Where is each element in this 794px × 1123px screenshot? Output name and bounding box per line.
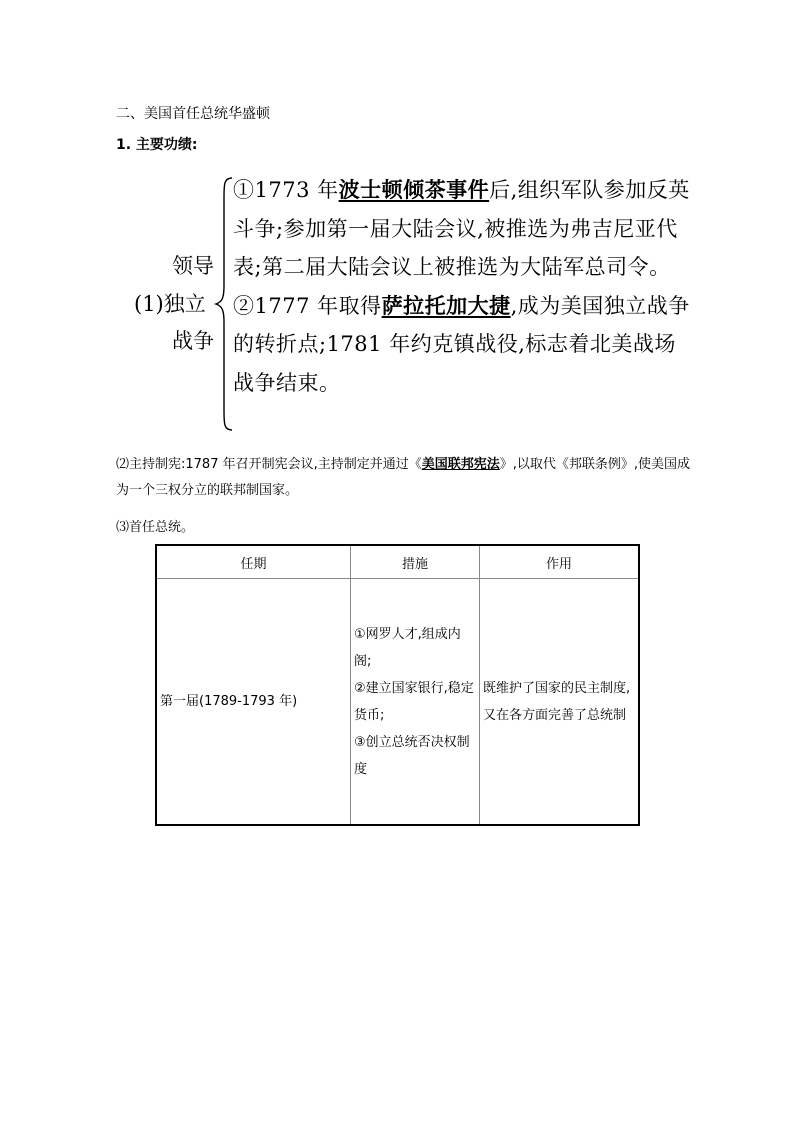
header-term: 任期 bbox=[156, 545, 351, 579]
cell-term: 第一届(1789-1793 年) bbox=[156, 579, 351, 826]
point2-prefix: ②1777 年取得 bbox=[233, 293, 382, 318]
table-header-row bbox=[156, 545, 639, 579]
highlight-constitution: 美国联邦宪法 bbox=[421, 457, 500, 472]
constitution-paragraph bbox=[116, 452, 696, 504]
point-saratoga bbox=[233, 287, 693, 403]
item2-prefix: ⑵主持制宪:1787 年召开制宪会议,主持制定并通过《 bbox=[116, 457, 422, 472]
highlight-boston-tea-party: 波士顿倾茶事件 bbox=[338, 177, 490, 202]
header-measures: 措施 bbox=[351, 545, 480, 579]
label-independence: (1)独立 bbox=[134, 292, 206, 316]
war-achievements-text bbox=[233, 171, 693, 402]
label-lead: 领导 bbox=[172, 254, 214, 278]
header-effect: 作用 bbox=[480, 545, 640, 579]
point2-suffix: ,成为美国独立战争的转折点;1781 年约克镇战役,标志着北美战场战争结束。 bbox=[233, 293, 690, 395]
table-row bbox=[156, 579, 639, 826]
first-president-paragraph: ⑶首任总统。 bbox=[116, 520, 195, 535]
measure-item: ①网罗人才,组成内阁; bbox=[354, 626, 461, 669]
point-boston-tea-party bbox=[233, 171, 693, 287]
point1-suffix: 后,组织军队参加反英斗争;参加第一届大陆会议,被推选为弗吉尼亚代表;第二届大陆会议上被推选为大陆军总司令。 bbox=[233, 178, 690, 279]
item2-suffix: 》,以取代《邦联条例》,使美国成为一个三权分立的联邦制国家。 bbox=[116, 457, 691, 498]
cell-effect: 既维护了国家的民主制度,又在各方面完善了总统制 bbox=[480, 579, 640, 826]
measure-item: ③创立总统否决权制度 bbox=[354, 734, 470, 777]
measure-item: ②建立国家银行,稳定货币; bbox=[354, 680, 474, 723]
section-heading: 二、美国首任总统华盛顿 bbox=[116, 106, 270, 122]
label-war: 战争 bbox=[172, 329, 214, 353]
presidency-table bbox=[155, 544, 640, 826]
cell-measures bbox=[351, 579, 480, 826]
highlight-saratoga: 萨拉托加大捷 bbox=[381, 292, 511, 318]
point1-prefix: ①1773 年 bbox=[233, 178, 339, 202]
subheading-main-achievements: 1. 主要功绩: bbox=[116, 137, 198, 153]
